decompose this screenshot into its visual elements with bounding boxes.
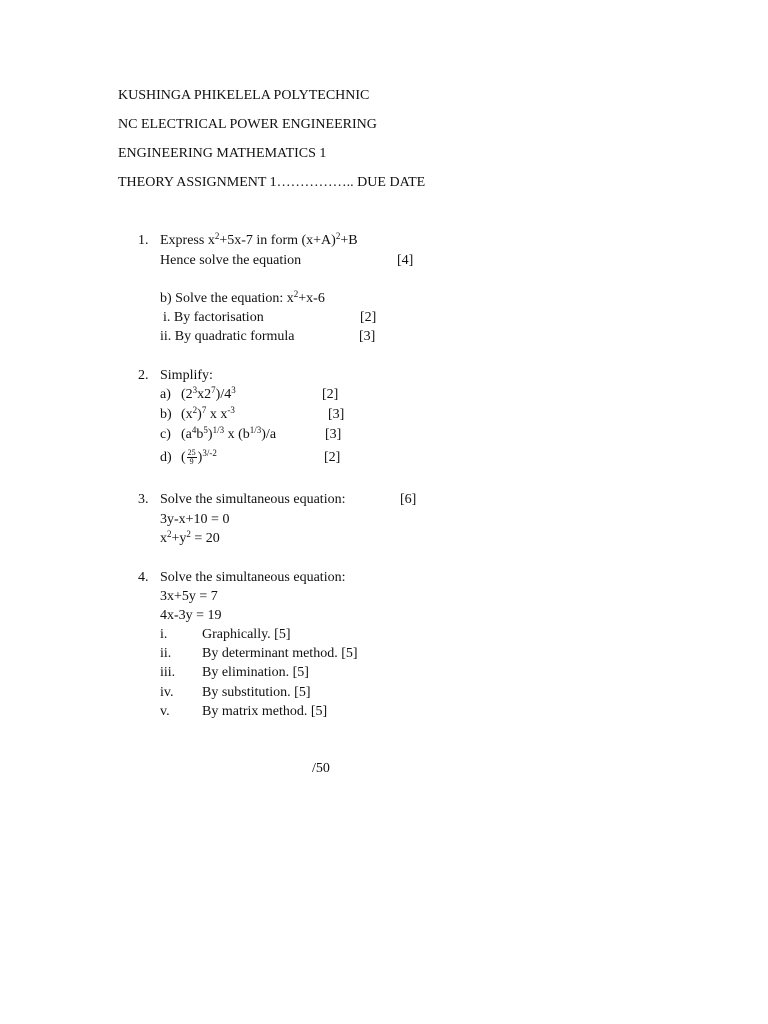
- question-2c-marks: [3]: [325, 427, 342, 442]
- question-2-title: Simplify:: [160, 368, 213, 383]
- question-2a-marks: [2]: [322, 387, 339, 402]
- question-2a-label: a): [160, 387, 171, 402]
- question-2d-label: d): [160, 450, 172, 465]
- question-3-number: 3.: [138, 492, 149, 507]
- question-2b-expression: $(x^2)^7$ x $x^{-3}$: [181, 405, 235, 422]
- question-2c-label: c): [160, 427, 171, 442]
- question-2c-expression: $(a^4b^5)^{1/3}$ x $(b^{1/3})/a$: [181, 425, 277, 442]
- course-name: NC ELECTRICAL POWER ENGINEERING: [118, 117, 377, 132]
- method-number: iv.: [160, 685, 174, 700]
- method-text: By determinant method. [5]: [202, 646, 358, 661]
- question-4-eq1: 3x+5y = 7: [160, 589, 218, 604]
- question-3-marks: [6]: [400, 492, 417, 507]
- question-1-express: Express $x^2+5x-7$ in form $(x+A)^2+B$: [160, 231, 358, 248]
- question-1b-i-marks: [2]: [360, 310, 377, 325]
- method-text: Graphically. [5]: [202, 627, 291, 642]
- question-1-hence: Hence solve the equation: [160, 253, 302, 268]
- question-2b-label: b): [160, 407, 172, 422]
- total-marks: /50: [312, 761, 330, 776]
- method-text: By elimination. [5]: [202, 665, 309, 680]
- question-3-eq2: $x^2+y^2 = 20$: [160, 529, 220, 546]
- method-number: iii.: [160, 665, 176, 680]
- question-2d-marks: [2]: [324, 450, 341, 465]
- question-2a-expression: $(2^3x2^7)/4^3$: [181, 385, 236, 402]
- question-2d-expression: ( $\frac{25}{9}$ )$^{3/-2}$: [181, 448, 217, 467]
- assignment-title: THEORY ASSIGNMENT 1…………….. DUE DATE: [118, 175, 426, 190]
- question-2-number: 2.: [138, 368, 149, 383]
- fraction: $\frac{25}{9}$: [187, 448, 196, 467]
- question-3-eq1: 3y-x+10 = 0: [160, 512, 230, 527]
- method-number: ii.: [160, 646, 172, 661]
- method-number: i.: [160, 627, 168, 642]
- question-1b-ii: ii. By quadratic formula: [160, 329, 295, 344]
- question-1-hence-marks: [4]: [397, 253, 414, 268]
- question-1b-i: i. By factorisation: [163, 310, 264, 325]
- institution-name: KUSHINGA PHIKELELA POLYTECHNIC: [118, 88, 370, 103]
- question-3-title: Solve the simultaneous equation:: [160, 492, 346, 507]
- question-4-number: 4.: [138, 570, 149, 585]
- question-2b-marks: [3]: [328, 407, 345, 422]
- method-number: v.: [160, 704, 170, 719]
- method-text: By matrix method. [5]: [202, 704, 328, 719]
- question-1-number: 1.: [138, 233, 149, 248]
- question-1b: b) Solve the equation: $x^2+x-6$: [160, 289, 325, 306]
- question-4-eq2: 4x-3y = 19: [160, 608, 222, 623]
- method-text: By substitution. [5]: [202, 685, 311, 700]
- question-4-title: Solve the simultaneous equation:: [160, 570, 346, 585]
- subject-name: ENGINEERING MATHEMATICS 1: [118, 146, 327, 161]
- question-1b-ii-marks: [3]: [359, 329, 376, 344]
